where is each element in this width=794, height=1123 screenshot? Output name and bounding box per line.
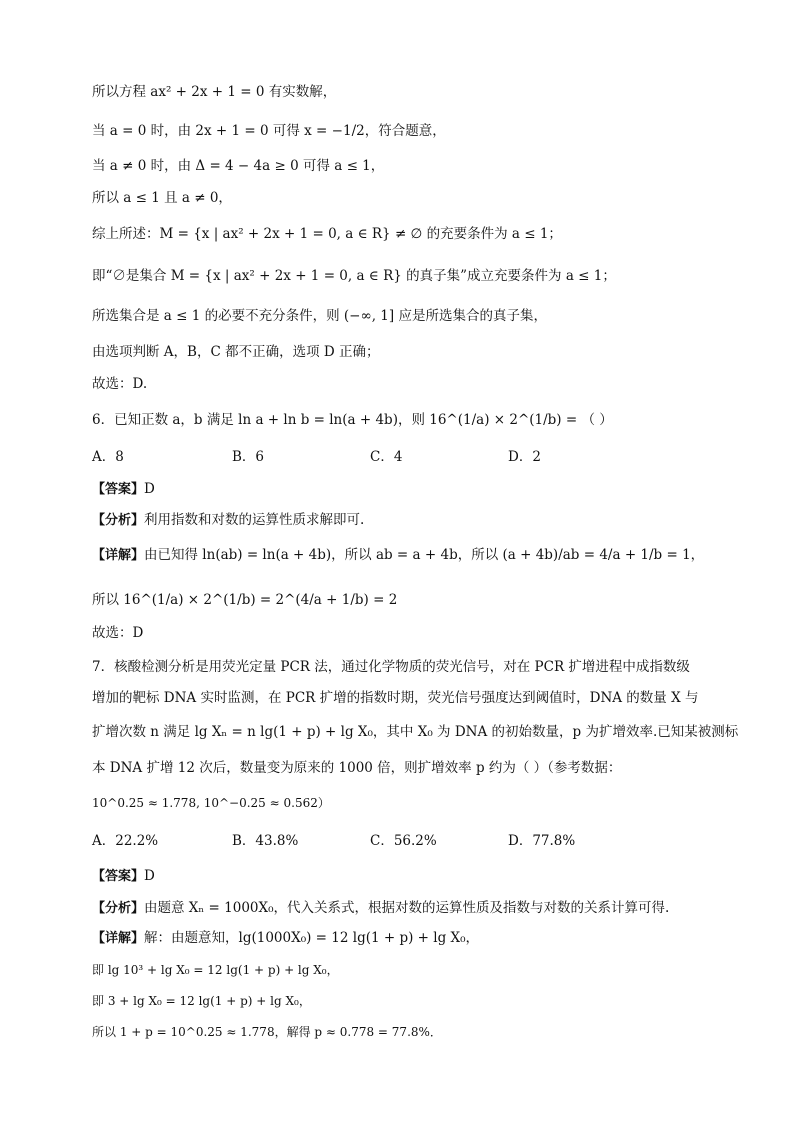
q7-option-d: D．77.8%	[508, 833, 576, 849]
q7-answer	[92, 866, 155, 887]
q6-option-d: D．2	[508, 449, 541, 465]
analysis-tag: 【分析】	[92, 513, 145, 528]
q6-option-c: C．4	[370, 449, 403, 465]
q6-conclusion: 故选：D	[92, 625, 144, 641]
solution-line-8: 由选项判断 A，B，C 都不正确，选项 D 正确；	[92, 344, 380, 360]
analysis-text: 由题意 Xₙ = 1000X₀，代入关系式，根据对数的运算性质及指数与对数的关系计算可得.	[144, 900, 670, 916]
q7-detail-line-3: 即 3 + lg X₀ = 12 lg(1 + p) + lg X₀，	[92, 994, 311, 1008]
q6-option-b: B．6	[232, 449, 265, 465]
detail-text: 解：由题意知，lg(1000X₀) = 12 lg(1 + p) + lg X₀，	[144, 930, 480, 946]
question-6-stem: 6．已知正数 a，b 满足 ln a + ln b = ln(a + 4b)，则 16^(1/a) × 2^(1/b) = （ ）	[92, 412, 613, 428]
solution-line-5: 综上所述：M = {x | ax² + 2x + 1 = 0, a ∈ R} ≠ ∅ 的充要条件为 a ≤ 1；	[92, 226, 562, 242]
detail-tag: 【详解】	[92, 931, 145, 946]
solution-line-2: 当 a = 0 时，由 2x + 1 = 0 可得 x = −1/2，符合题意，	[92, 123, 446, 139]
detail-text: 由已知得 ln(ab) = ln(a + 4b)，所以 ab = a + 4b，所以 (a + 4b)/ab = 4/a + 1/b = 1，	[144, 547, 705, 563]
answer-text: D	[144, 481, 155, 497]
answer-text: D	[144, 868, 155, 884]
q7-detail-line-4: 所以 1 + p = 10^0.25 ≈ 1.778，解得 p ≈ 0.778 = 77.8%．	[92, 1025, 442, 1039]
analysis-tag: 【分析】	[92, 901, 145, 916]
question-7-line-3: 扩增次数 n 满足 lg Xₙ = n lg(1 + p) + lg X₀，其中 X₀ 为 DNA 的初始数量，p 为扩增效率.已知某被测标	[92, 724, 739, 740]
q7-analysis	[92, 898, 669, 919]
question-7-reference-data: 10^0.25 ≈ 1.778, 10^−0.25 ≈ 0.562）	[92, 796, 330, 810]
question-7-line-1: 7．核酸检测分析是用荧光定量 PCR 法，通过化学物质的荧光信号，对在 PCR 扩增进程中成指数级	[92, 659, 690, 675]
question-7-line-2: 增加的靶标 DNA 实时监测，在 PCR 扩增的指数时期，荧光信号强度达到阈值时，DNA 的数量 X 与	[92, 690, 699, 706]
solution-line-1: 所以方程 ax² + 2x + 1 = 0 有实数解，	[92, 84, 337, 100]
solution-line-9: 故选：D.	[92, 376, 148, 392]
solution-line-6: 即“∅是集合 M = {x | ax² + 2x + 1 = 0, a ∈ R} 的真子集”成立充要条件为 a ≤ 1；	[92, 268, 616, 284]
q6-analysis	[92, 510, 364, 531]
q7-option-b: B．43.8%	[232, 833, 299, 849]
analysis-text: 利用指数和对数的运算性质求解即可.	[144, 512, 365, 528]
q6-option-a: A．8	[92, 449, 124, 465]
detail-tag: 【详解】	[92, 548, 145, 563]
q7-detail	[92, 928, 479, 949]
q7-option-c: C．56.2%	[370, 833, 437, 849]
q6-detail	[92, 545, 704, 566]
answer-tag: 【答案】	[92, 869, 145, 884]
q6-detail-line-2: 所以 16^(1/a) × 2^(1/b) = 2^(4/a + 1/b) = 2	[92, 592, 398, 608]
q7-option-a: A．22.2%	[92, 833, 159, 849]
solution-line-4: 所以 a ≤ 1 且 a ≠ 0，	[92, 190, 232, 206]
solution-line-7: 所选集合是 a ≤ 1 的必要不充分条件，则 (−∞, 1] 应是所选集合的真子集，	[92, 308, 547, 324]
answer-tag: 【答案】	[92, 482, 145, 497]
q7-detail-line-2: 即 lg 10³ + lg X₀ = 12 lg(1 + p) + lg X₀，	[92, 963, 339, 977]
question-7-line-4: 本 DNA 扩增 12 次后，数量变为原来的 1000 倍，则扩增效率 p 约为（ ）（参考数据：	[92, 760, 622, 776]
solution-line-3: 当 a ≠ 0 时，由 Δ = 4 − 4a ≥ 0 可得 a ≤ 1，	[92, 158, 385, 174]
q6-answer	[92, 479, 155, 500]
